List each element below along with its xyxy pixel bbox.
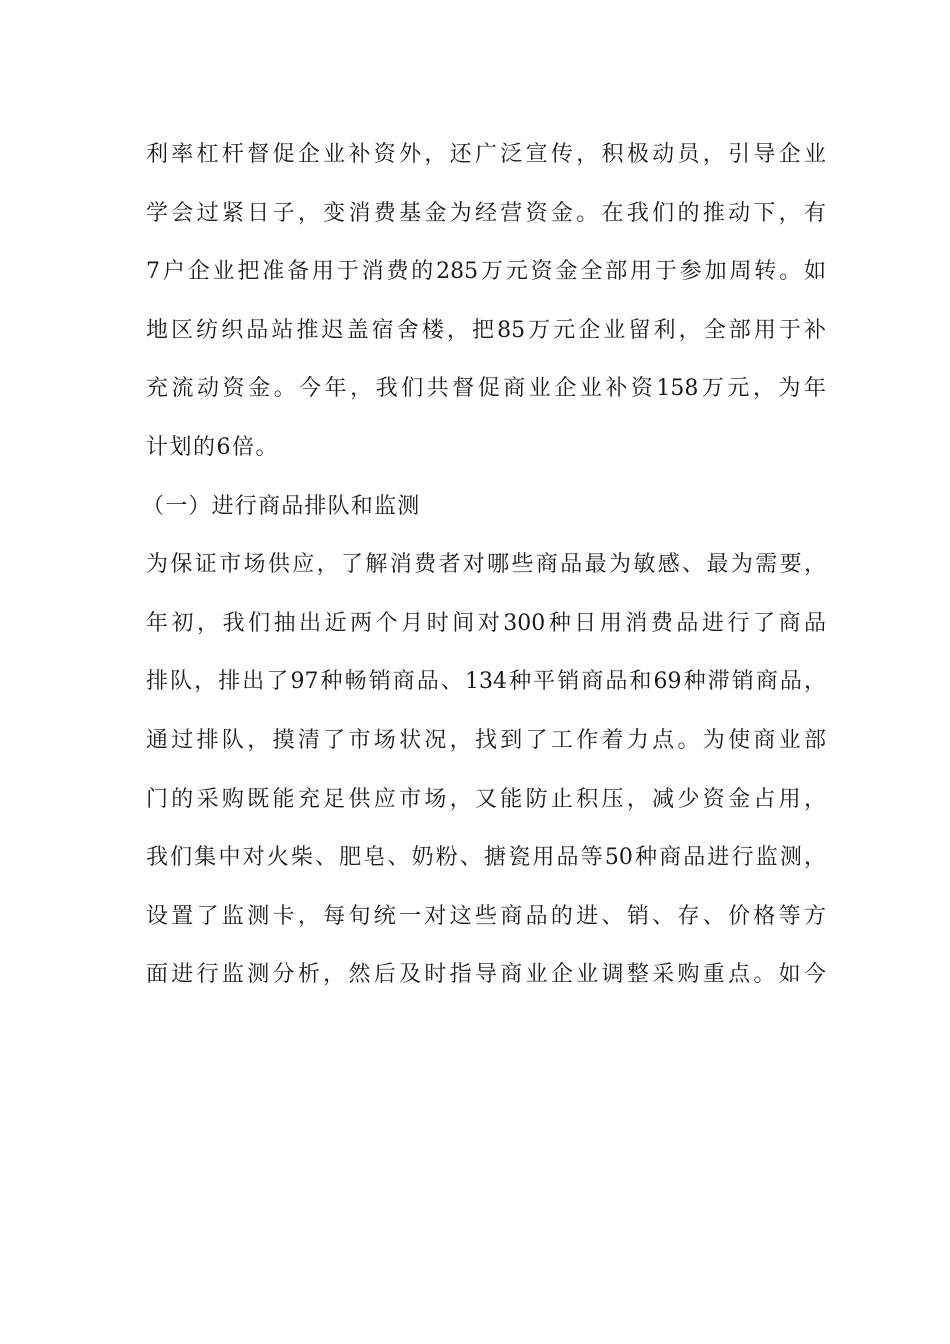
text-line-5: 充流动资金。今年，我们共督促商业企业补资158万元，为年 xyxy=(146,376,826,402)
text-line-11: 通过排队，摸清了市场状况，找到了工作着力点。为使商业部 xyxy=(146,727,826,753)
text-line-4: 地区纺织品站推迟盖宿舍楼，把85万元企业留利，全部用于补 xyxy=(146,317,826,343)
section-heading: （一）进行商品排队和监测 xyxy=(142,493,421,519)
text-line-15: 面进行监测分析，然后及时指导商业企业调整采购重点。如今 xyxy=(146,962,826,988)
text-line-2: 学会过紧日子，变消费基金为经营资金。在我们的推动下，有 xyxy=(146,200,826,226)
text-line-10: 排队，排出了97种畅销商品、134种平销商品和69种滞销商品， xyxy=(146,669,826,695)
text-line-1: 利率杠杆督促企业补资外，还广泛宣传，积极动员，引导企业 xyxy=(146,142,826,167)
text-line-8: 为保证市场供应，了解消费者对哪些商品最为敏感、最为需要， xyxy=(146,552,826,578)
text-line-9: 年初，我们抽出近两个月时间对300种日用消费品进行了商品 xyxy=(146,610,826,636)
text-line-12: 门的采购既能充足供应市场，又能防止积压，减少资金占用， xyxy=(146,786,826,812)
text-line-6: 计划的6倍。 xyxy=(146,434,279,460)
text-line-3: 7户企业把准备用于消费的285万元资金全部用于参加周转。如 xyxy=(146,259,826,285)
text-line-14: 设置了监测卡，每旬统一对这些商品的进、销、存、价格等方 xyxy=(146,903,826,929)
text-line-13: 我们集中对火柴、肥皂、奶粉、搪瓷用品等50种商品进行监测， xyxy=(146,845,826,871)
body-text xyxy=(142,127,826,1006)
